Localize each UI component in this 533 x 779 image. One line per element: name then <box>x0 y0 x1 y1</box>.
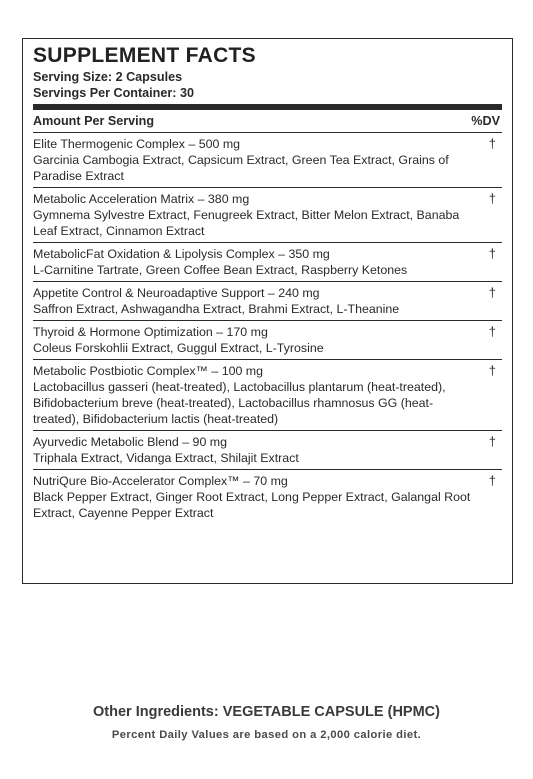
other-ingredients: Other Ingredients: VEGETABLE CAPSULE (HPMC) <box>93 704 440 720</box>
facts-row <box>33 243 502 282</box>
supplement-facts-panel <box>22 38 513 584</box>
blend-title: Thyroid & Hormone Optimization – 170 mg <box>33 325 268 339</box>
facts-row <box>33 321 502 360</box>
facts-row <box>33 188 502 243</box>
facts-row <box>33 133 502 188</box>
dv-dagger: † <box>488 191 496 206</box>
daily-value-note: Percent Daily Values are based on a 2,000 calorie diet. <box>111 729 422 741</box>
blend-title: Metabolic Postbiotic Complex™ – 100 mg <box>33 364 264 378</box>
blend-title: Elite Thermogenic Complex – 500 mg <box>33 137 241 151</box>
panel-title: SUPPLEMENT FACTS <box>33 44 256 67</box>
dv-dagger: † <box>488 136 496 151</box>
blend-ingredients: Saffron Extract, Ashwagandha Extract, Brahmi Extract, L-Theanine <box>33 302 400 316</box>
dv-dagger: † <box>488 363 496 378</box>
blend-title: NutriQure Bio-Accelerator Complex™ – 70 mg <box>33 474 288 488</box>
blend-ingredients: Coleus Forskohlii Extract, Guggul Extract, L-Tyrosine <box>33 341 324 355</box>
blend-ingredients: L-Carnitine Tartrate, Green Coffee Bean Extract, Raspberry Ketones <box>33 263 408 277</box>
dv-header: %DV <box>471 114 500 128</box>
serving-size: Serving Size: 2 Capsules <box>33 70 183 84</box>
blend-title: Metabolic Acceleration Matrix – 380 mg <box>33 192 250 206</box>
facts-row <box>33 431 502 470</box>
facts-row <box>33 360 502 431</box>
dv-dagger: † <box>488 473 496 488</box>
blend-ingredients: Black Pepper Extract, Ginger Root Extract, Long Pepper Extract, Galangal Root Extract, Cayenne Pepper Extract <box>33 490 471 520</box>
servings-per-container: Servings Per Container: 30 <box>33 86 194 100</box>
blend-title: Ayurvedic Metabolic Blend – 90 mg <box>33 435 227 449</box>
blend-title: MetabolicFat Oxidation & Lipolysis Complex – 350 mg <box>33 247 330 261</box>
blend-ingredients: Triphala Extract, Vidanga Extract, Shilajit Extract <box>33 451 299 465</box>
dv-dagger: † <box>488 285 496 300</box>
column-header-row <box>33 110 502 133</box>
blend-title: Appetite Control & Neuroadaptive Support – 240 mg <box>33 286 320 300</box>
amount-per-serving-header: Amount Per Serving <box>33 114 155 128</box>
dv-dagger: † <box>488 246 496 261</box>
blend-ingredients: Garcinia Cambogia Extract, Capsicum Extract, Green Tea Extract, Grains of Paradise Extract <box>33 153 449 183</box>
blend-ingredients: Lactobacillus gasseri (heat-treated), Lactobacillus plantarum (heat-treated), Bifidobacterium breve (heat-treated), Lactobacillus rhamnosus GG (heat-treated), Bifidobacterium lactis (heat-treated) <box>33 380 446 426</box>
dv-dagger: † <box>488 434 496 449</box>
blend-ingredients: Gymnema Sylvestre Extract, Fenugreek Extract, Bitter Melon Extract, Banaba Leaf Extract, Cinnamon Extract <box>33 208 460 238</box>
facts-row <box>33 470 502 524</box>
facts-row <box>33 282 502 321</box>
dv-dagger: † <box>488 324 496 339</box>
